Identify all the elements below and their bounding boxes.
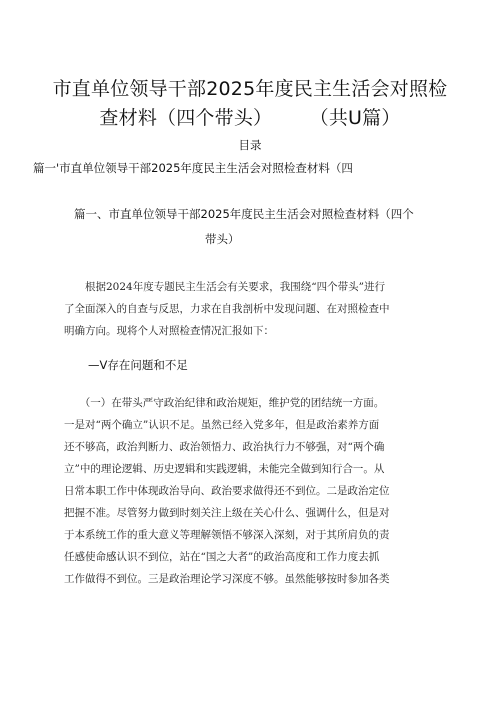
body-line-6: 把握不准。尽管努力做到时刻关注上级在关心什么、强调什么，但是对 xyxy=(64,507,390,519)
section-heading-line-2: 带头） xyxy=(205,232,240,246)
body-line-2: 一是对“两个确立”认识不足。虽然已经入党多年，但是政治素养方面 xyxy=(64,419,380,431)
section-heading-line-1: 篇一、市直单位领导干部2025年度民主生活会对照检查材料（四个 xyxy=(74,207,414,221)
body-line-7: 于本系统工作的重大意义等理解领悟不够深入深刻，对于其所肩负的责 xyxy=(64,529,390,541)
body-line-1: （一）在带头严守政治纪律和政治规矩，维护党的团结统一方面。 xyxy=(64,397,385,409)
body-line-5: 日常本职工作中体现政治导向、政治要求做得还不到位。二是政治定位 xyxy=(64,485,390,497)
intro-line-2: 了全面深入的自查与反思，力求在自我剖析中发现问题、在对照检查中 xyxy=(64,303,390,315)
intro-line-1: 根据2024年度专题民主生活会有关要求，我围绕“四个带头”进行 xyxy=(64,281,385,293)
body-line-9: 工作做得不到位。三是政治理论学习深度不够。虽然能够按时参加各类 xyxy=(64,573,390,585)
body-line-4: 立”中的理论逻辑、历史逻辑和实践逻辑，未能完全做到知行合一。从 xyxy=(64,463,385,475)
toc-label: 目录 xyxy=(238,138,262,152)
document-title-line-2: 查材料（四个带头） （共U篇） xyxy=(99,107,401,129)
document-title-line-1: 市直单位领导干部2025年度民主生活会对照检 xyxy=(52,78,448,100)
sub-heading-problems: —V存在问题和不足 xyxy=(88,358,188,372)
body-line-8: 任感使命感认识不到位，站在“国之大者”的政治高度和工作力度去抓 xyxy=(64,551,380,563)
toc-entry-1[interactable]: 篇一'市直单位领导干部2025年度民主生活会对照检查材料（四 xyxy=(33,161,353,175)
body-line-3: 还不够高，政治判断力、政治领悟力、政治执行力不够强，对“两个确 xyxy=(64,441,385,453)
intro-line-3: 明确方向。现将个人对照检查情况汇报如下： xyxy=(64,325,274,337)
